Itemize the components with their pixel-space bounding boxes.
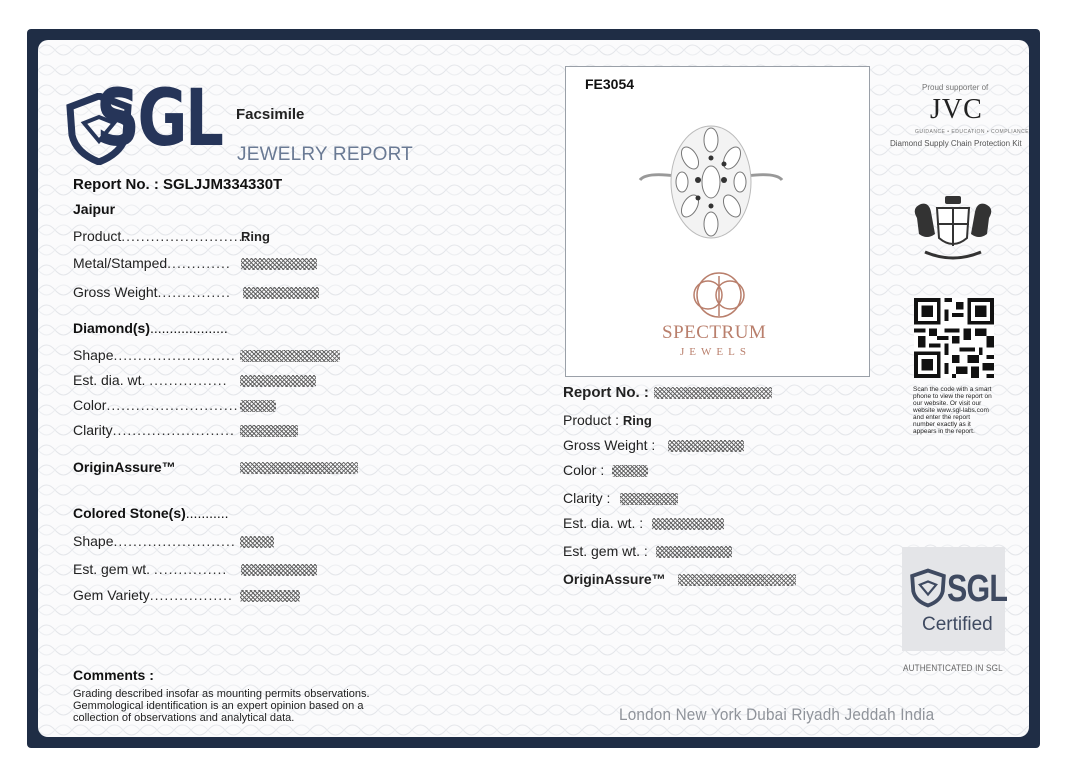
colored-row-gem-wt: Est. gem wt. ............... bbox=[73, 561, 228, 577]
authenticated-label: AUTHENTICATED IN SGL bbox=[903, 663, 1003, 673]
redacted-origin bbox=[240, 462, 358, 474]
redacted-gem-wt bbox=[241, 564, 317, 576]
redacted-clarity bbox=[240, 425, 298, 437]
ring-image bbox=[636, 118, 786, 252]
jvc-kit-label: Diamond Supply Chain Protection Kit bbox=[890, 139, 1022, 148]
diamond-row-dia-wt: Est. dia. wt. ................ bbox=[73, 372, 228, 388]
brand-subtitle: JEWELS bbox=[680, 346, 751, 358]
detail-row-gross-weight: Gross Weight............... bbox=[73, 284, 231, 300]
colored-row-gem-variety: Gem Variety................. bbox=[73, 587, 233, 603]
colored-stone-heading: Colored Stone(s)........... bbox=[73, 505, 229, 521]
redacted-shape bbox=[240, 350, 340, 362]
certified-logo-text: SGL bbox=[947, 568, 1008, 610]
redacted-colored-shape bbox=[240, 536, 274, 548]
spectrum-monogram-icon bbox=[678, 270, 760, 324]
diamond-row-shape: Shape......................... bbox=[73, 347, 236, 363]
footer-cities: London New York Dubai Riyadh Jeddah India bbox=[619, 705, 935, 724]
redacted-summary-report-no bbox=[654, 387, 772, 399]
colored-row-shape: Shape......................... bbox=[73, 533, 236, 549]
qr-code[interactable] bbox=[914, 298, 994, 378]
report-number: Report No. : SGLJJM334330T bbox=[73, 176, 283, 193]
redacted-summary-color bbox=[612, 465, 648, 477]
jvc-subtitle: GUIDANCE • EDUCATION • COMPLIANCE bbox=[915, 129, 1030, 135]
summary-product: Product : Ring bbox=[563, 412, 652, 428]
summary-dia-wt: Est. dia. wt. : bbox=[563, 515, 644, 531]
report-city: Jaipur bbox=[73, 201, 116, 217]
jvc-proud-label: Proud supporter of bbox=[922, 83, 989, 92]
product-code: FE3054 bbox=[585, 76, 635, 92]
comments-text: Grading described insofar as mounting permits observations. Gemmological identification is an expert opinion based on a collection of observations and analytical data. bbox=[73, 688, 370, 724]
diamond-row-color: Color........................... bbox=[73, 397, 239, 413]
facsimile-label: Facsimile bbox=[236, 106, 305, 123]
origin-label: OriginAssure™ bbox=[73, 459, 176, 475]
redacted-dia-wt bbox=[240, 375, 316, 387]
summary-color: Color : bbox=[563, 462, 605, 478]
royal-crest-icon bbox=[905, 194, 1001, 266]
report-type: JEWELRY REPORT bbox=[237, 144, 413, 165]
certified-label: Certified bbox=[922, 614, 993, 635]
brand-name: SPECTRUM bbox=[662, 322, 767, 343]
diamond-heading: Diamond(s).................... bbox=[73, 320, 228, 336]
detail-row-metal: Metal/Stamped............. bbox=[73, 255, 231, 271]
summary-clarity: Clarity : bbox=[563, 490, 611, 506]
summary-gem-wt: Est. gem wt. : bbox=[563, 543, 648, 559]
detail-row-product: Product.......................... bbox=[73, 228, 249, 244]
redacted-summary-gross-weight bbox=[668, 440, 744, 452]
redacted-color bbox=[240, 400, 276, 412]
redacted-summary-origin bbox=[678, 574, 796, 586]
redacted-summary-clarity bbox=[620, 493, 678, 505]
qr-caption: Scan the code with a smart phone to view the report on our website. Or visit our website www.sgl-labs.com and enter the report number exactly as it appears in the report. bbox=[913, 386, 992, 435]
product-value: Ring bbox=[241, 229, 270, 244]
redacted-metal bbox=[241, 258, 317, 270]
diamond-row-clarity: Clarity......................... bbox=[73, 422, 235, 438]
comments-heading: Comments : bbox=[73, 667, 154, 683]
redacted-gross-weight bbox=[243, 287, 319, 299]
redacted-gem-variety bbox=[240, 590, 300, 602]
certified-shield-icon bbox=[910, 568, 946, 608]
sgl-logo-text: SGL bbox=[96, 74, 222, 164]
redacted-summary-gem-wt bbox=[656, 546, 732, 558]
summary-gross-weight: Gross Weight : bbox=[563, 437, 656, 453]
redacted-summary-dia-wt bbox=[652, 518, 724, 530]
summary-report-no: Report No. : bbox=[563, 384, 649, 401]
jvc-logo: JVC bbox=[930, 94, 983, 125]
summary-origin: OriginAssure™ bbox=[563, 571, 666, 587]
